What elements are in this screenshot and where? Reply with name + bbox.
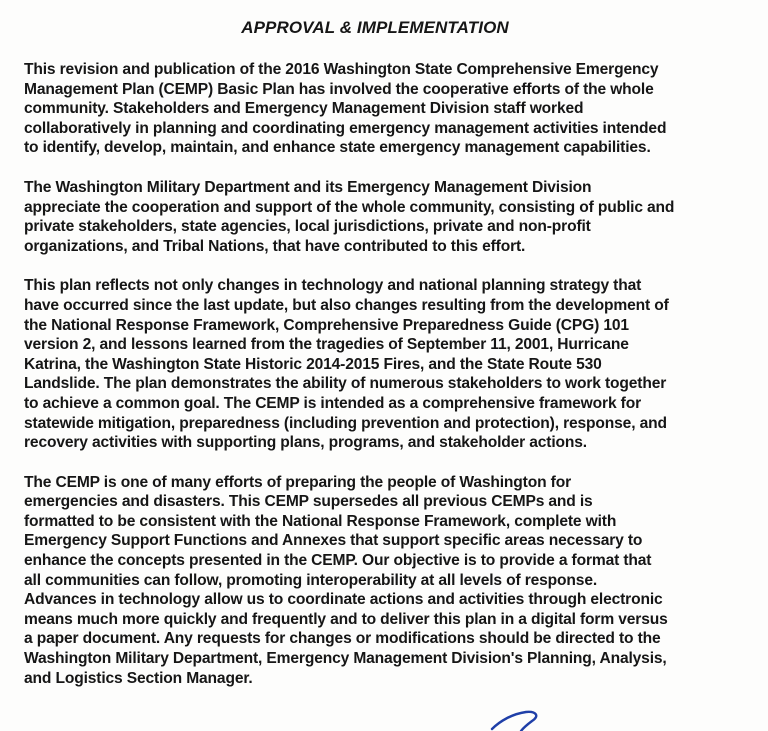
text-line: community. Stakeholders and Emergency Management Division staff worked (24, 100, 584, 118)
text-line: to achieve a common goal. The CEMP is intended as a comprehensive framework for (24, 394, 641, 412)
text-line: Landslide. The plan demonstrates the ability of numerous stakeholders to work together (24, 375, 667, 393)
document-body (24, 60, 734, 708)
paragraph-4 (24, 473, 734, 689)
text-line: appreciate the cooperation and support of the whole community, consisting of public and (24, 198, 675, 216)
text-line: recovery activities with supporting plans, programs, and stakeholder actions. (24, 434, 587, 452)
text-line: Washington Military Department, Emergency Management Division's Planning, Analysis, (24, 650, 667, 668)
text-line: statewide mitigation, preparedness (including prevention and protection), response, and (24, 414, 667, 432)
signature-stroke (486, 708, 556, 731)
paragraph-2 (24, 178, 734, 256)
text-line: collaboratively in planning and coordinating emergency management activities intended (24, 119, 667, 137)
text-line: the National Response Framework, Comprehensive Preparedness Guide (CPG) 101 (24, 316, 629, 334)
text-line: The CEMP is one of many efforts of preparing the people of Washington for (24, 473, 571, 491)
text-line: organizations, and Tribal Nations, that have contributed to this effort. (24, 237, 526, 255)
text-line: all communities can follow, promoting interoperability at all levels of response. (24, 571, 598, 589)
text-line: version 2, and lessons learned from the tragedies of September 11, 2001, Hurricane (24, 336, 629, 354)
text-line: Emergency Support Functions and Annexes that support specific areas necessary to (24, 532, 643, 550)
text-line: formatted to be consistent with the National Response Framework, complete with (24, 512, 617, 530)
paragraph-3 (24, 276, 734, 452)
text-line: This plan reflects not only changes in technology and national planning strategy that (24, 277, 642, 295)
text-line: and Logistics Section Manager. (24, 669, 253, 687)
text-line: to identify, develop, maintain, and enhance state emergency management capabilities. (24, 139, 651, 157)
text-line: have occurred since the last update, but also changes resulting from the development of (24, 296, 669, 314)
text-line: Katrina, the Washington State Historic 2014-2015 Fires, and the State Route 530 (24, 355, 602, 373)
text-line: Management Plan (CEMP) Basic Plan has involved the cooperative efforts of the whole (24, 80, 654, 98)
text-line: The Washington Military Department and its Emergency Management Division (24, 178, 592, 196)
text-line: Advances in technology allow us to coordinate actions and activities through electronic (24, 591, 663, 609)
text-line: This revision and publication of the 2016 Washington State Comprehensive Emergency (24, 61, 659, 78)
paragraph-1 (24, 60, 734, 158)
text-line: private stakeholders, state agencies, local jurisdictions, private and non-profit (24, 218, 591, 236)
document-title: APPROVAL & IMPLEMENTATION (241, 18, 509, 37)
signature-path (492, 712, 536, 731)
text-line: enhance the concepts presented in the CEMP. Our objective is to provide a format that (24, 552, 652, 570)
text-line: a paper document. Any requests for changes or modifications should be directed to the (24, 630, 661, 648)
text-line: means much more quickly and frequently and to deliver this plan in a digital form versus (24, 610, 668, 628)
text-line: emergencies and disasters. This CEMP supersedes all previous CEMPs and is (24, 493, 593, 511)
